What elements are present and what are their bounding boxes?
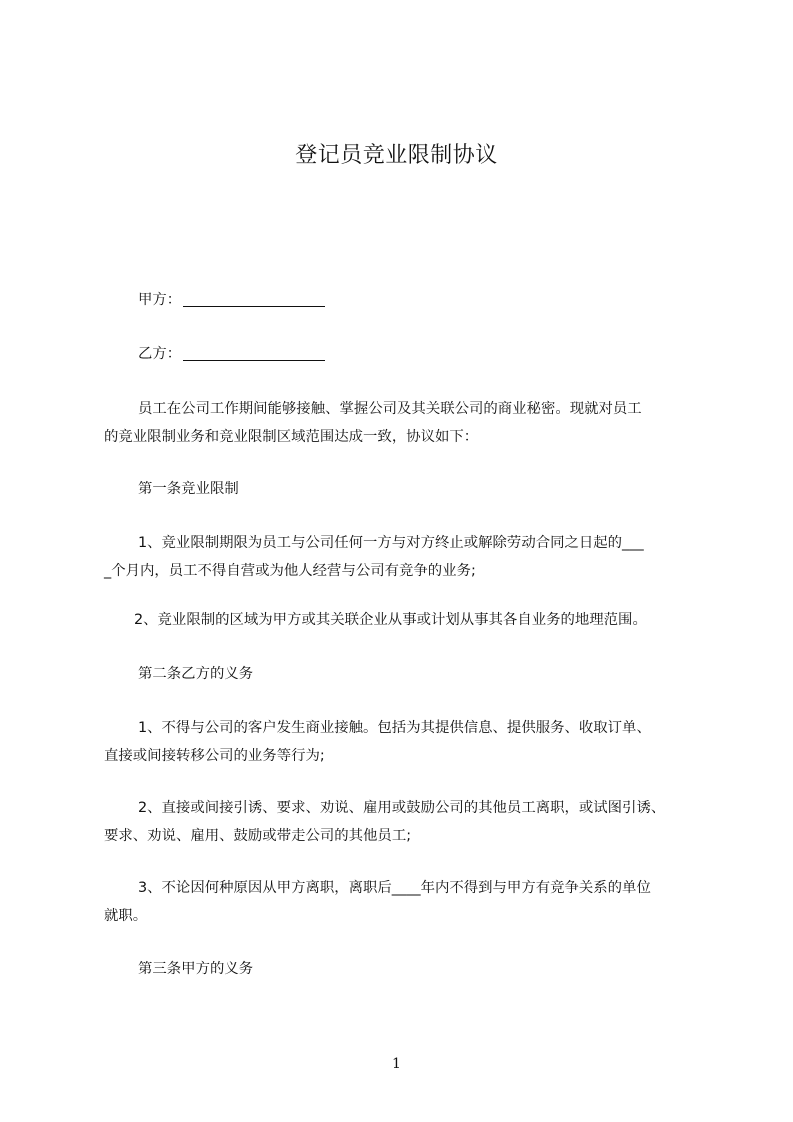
intro-line-2: 的竞业限制业务和竞业限制区域范围达成一致，协议如下： (104, 429, 479, 445)
article-2-heading (104, 660, 704, 688)
article-2-item-2-line-1: 2、直接或间接引诱、要求、劝说、雇用或鼓励公司的其他员工离职，或试图引诱、 (138, 800, 666, 816)
article-3-heading-text: 第三条甲方的义务 (138, 961, 254, 977)
party-b-blank (183, 345, 325, 361)
article-1-item-1-line-1: 1、竞业限制期限为员工与公司任何一方与对方终止或解除劳动合同之日起的___ (138, 535, 644, 551)
page-number: 1 (392, 1056, 401, 1072)
party-a-blank (183, 291, 325, 307)
article-1-heading (104, 475, 704, 503)
article-2-item-1 (104, 714, 704, 770)
article-2-item-1-line-1: 1、不得与公司的客户发生商业接触。包括为其提供信息、提供服务、收取订单、 (138, 720, 651, 736)
article-1-heading-text: 第一条竞业限制 (138, 481, 239, 497)
article-2-item-3-line-1: 3、不论因何种原因从甲方离职，离职后____年内不得到与甲方有竞争关系的单位 (138, 880, 651, 896)
article-2-item-2 (104, 794, 704, 850)
page-title: 登记员竞业限制协议 (295, 143, 498, 168)
party-a-line (104, 286, 704, 314)
article-1-item-1 (104, 529, 704, 585)
article-1-item-2-text: 2、竞业限制的区域为甲方或其关联企业从事或计划从事其各自业务的地理范围。 (134, 612, 647, 628)
article-2-item-3-line-2: 就职。 (104, 908, 148, 924)
article-1-item-1-line-2: _个月内，员工不得自营或为他人经营与公司有竞争的业务; (104, 563, 476, 579)
intro-line-1: 员工在公司工作期间能够接触、掌握公司及其关联公司的商业秘密。现就对员工 (138, 401, 642, 417)
article-1-item-2 (104, 606, 704, 634)
intro-paragraph (104, 395, 704, 451)
article-2-item-1-line-2: 直接或间接转移公司的业务等行为; (104, 748, 325, 764)
article-2-heading-text: 第二条乙方的义务 (138, 666, 254, 682)
party-b-label: 乙方： (138, 346, 182, 362)
article-2-item-2-line-2: 要求、劝说、雇用、鼓励或带走公司的其他员工; (104, 828, 412, 844)
article-3-heading (104, 955, 704, 983)
article-2-item-3 (104, 874, 704, 930)
party-a-label: 甲方： (138, 292, 182, 308)
party-b-line (104, 340, 704, 368)
